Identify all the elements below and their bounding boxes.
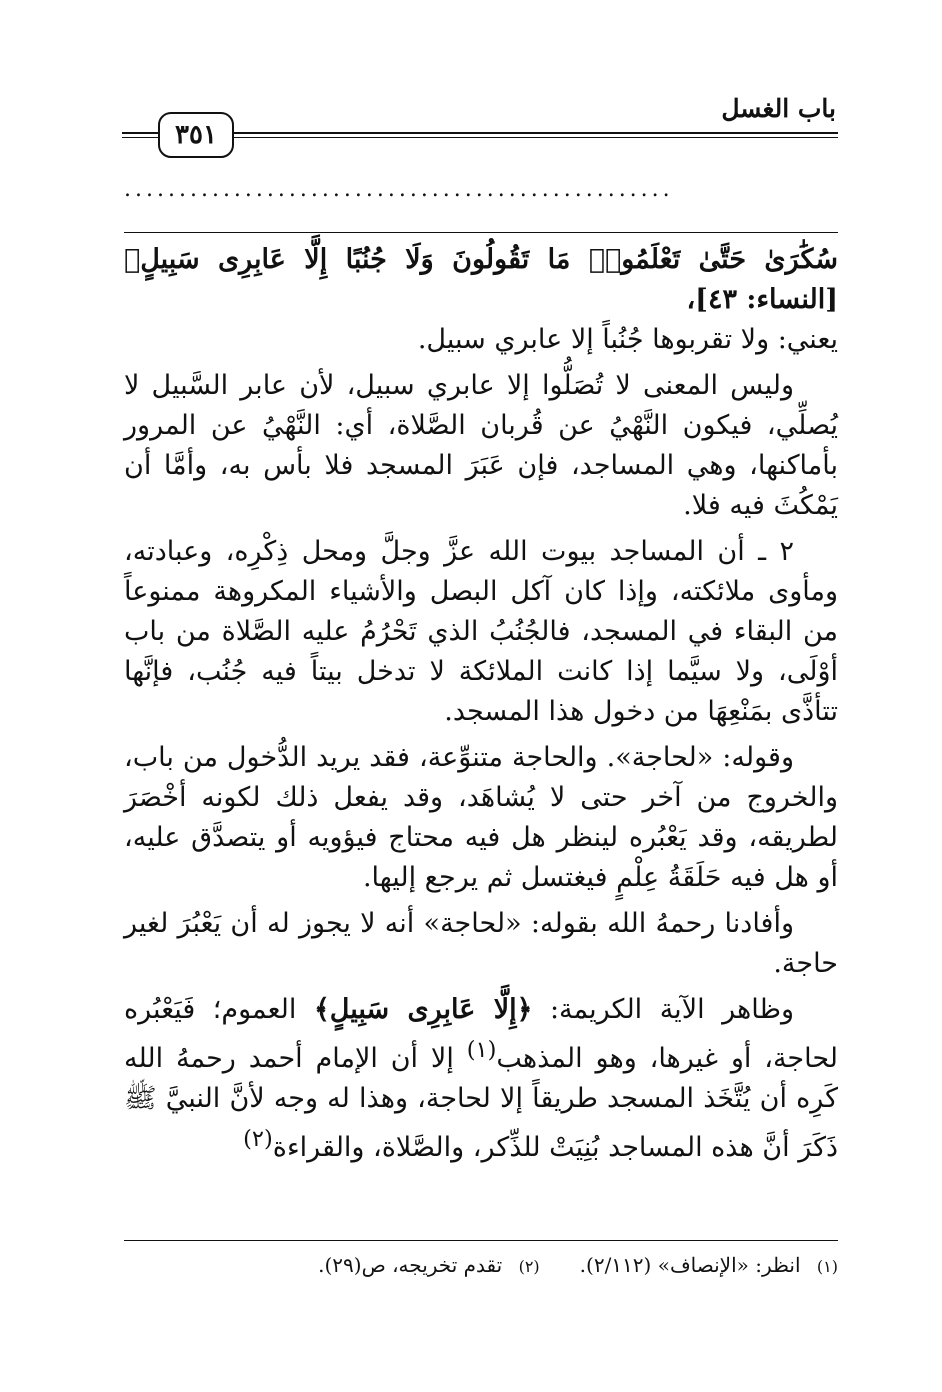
paragraph-6-start: وظاهر الآية الكريمة: bbox=[532, 994, 795, 1025]
paragraph-6-mid: العموم؛ فَيَعْبُره لحاجة، أو غيرها، وهو المذهب bbox=[124, 994, 838, 1074]
paragraph-6 bbox=[124, 990, 838, 1168]
chapter-title: باب الغسل bbox=[721, 94, 836, 123]
footnote-number: (٢) bbox=[518, 1257, 540, 1276]
footnote-rule bbox=[124, 1240, 838, 1241]
paragraph-1 bbox=[124, 240, 838, 360]
footnote-number: (١) bbox=[816, 1257, 838, 1276]
paragraph-5: وأفادنا رحمهُ الله بقوله: «لحاجة» أنه لا يجوز له أن يَعْبُرَ لغير حاجة. bbox=[124, 908, 838, 979]
separator-dots: .................................................. bbox=[124, 177, 674, 202]
footnote-ref-1[interactable]: (١) bbox=[466, 1037, 497, 1063]
paragraph-3: ٢ ـ أن المساجد بيوت الله عزَّ وجلَّ ومحل ذِكْرِه، وعبادته، ومأوى ملائكته، وإذا كان آكل البصل والأشياء المكروهة ممنوعاً من البقاء في المسجد، فالجُنُبُ الذي تَحْرُمُ عليه الصَّلاة من باب أوْلَى، ولا سيَّما إذا كانت الملائكة لا تدخل بيتاً فيه جُنُب، فإنَّها تتأذَّى بمَنْعِهَا من دخول هذا المسجد. bbox=[124, 536, 838, 727]
page-number: ٣٥١ bbox=[158, 112, 234, 158]
paragraph-4: وقوله: «لحاجة». والحاجة متنوِّعة، فقد يريد الدُّخول من باب، والخروج من آخر حتى لا يُشاهَد، وقد يفعل ذلك لكونه أخْصَرَ لطريقه، وقد يَعْبُره لينظر هل فيه محتاج فيؤويه أو يتصدَّق عليه، أو هل فيه حَلَقَةُ عِلْمٍ فيغتسل ثم يرجع إليها. bbox=[124, 742, 838, 893]
footnote-text: تقدم تخريجه، ص(٢٩). bbox=[318, 1253, 503, 1277]
verse-explanation: يعني: ولا تقربوها جُنُباً إلا عابري سبيل. bbox=[417, 324, 838, 355]
footnote-2 bbox=[318, 1248, 540, 1284]
footnote-1 bbox=[580, 1248, 838, 1284]
paragraph-2: وليس المعنى لا تُصَلُّوا إلا عابري سبيل، لأن عابر السَّبيل لا يُصلِّي، فيكون النَّهْيُ عن قُربان الصَّلاة، أي: النَّهْيُ عن المرور بأماكنها، وهي المساجد، فإن عَبَرَ المسجد فلا بأس به، وأمَّا أن يَمْكُثَ فيه فلا. bbox=[124, 370, 838, 521]
footnotes bbox=[124, 1248, 838, 1284]
header-rule-left bbox=[122, 132, 158, 138]
footnote-ref-2[interactable]: (٢) bbox=[243, 1126, 273, 1152]
main-text bbox=[124, 240, 838, 1168]
quran-quote: ﴿إِلَّا عَابِرِى سَبِيلٍ﴾ bbox=[313, 994, 533, 1025]
footnote-text: انظر: «الإنصاف» (٢/١١٢). bbox=[579, 1253, 801, 1277]
header-rule bbox=[232, 132, 838, 138]
top-divider bbox=[124, 232, 838, 233]
quran-verse: سُكَٰرَىٰ حَتَّىٰ تَعْلَمُوا۟ مَا تَقُولُونَ وَلَا جُنُبًا إِلَّا عَابِرِى سَبِيلٍ﴾ [النساء: ٤٣]، bbox=[124, 244, 838, 315]
paragraph-6-rest: إلا أن الإمام أحمد رحمهُ الله كَرِه أن يُتَّخَذ المسجد طريقاً إلا لحاجة، وهذا له وجه لأنَّ النبيَّ ﷺ ذَكَرَ أنَّ هذه المساجد بُنِيَتْ للذِّكر، والصَّلاة، والقراءة bbox=[124, 1043, 838, 1163]
